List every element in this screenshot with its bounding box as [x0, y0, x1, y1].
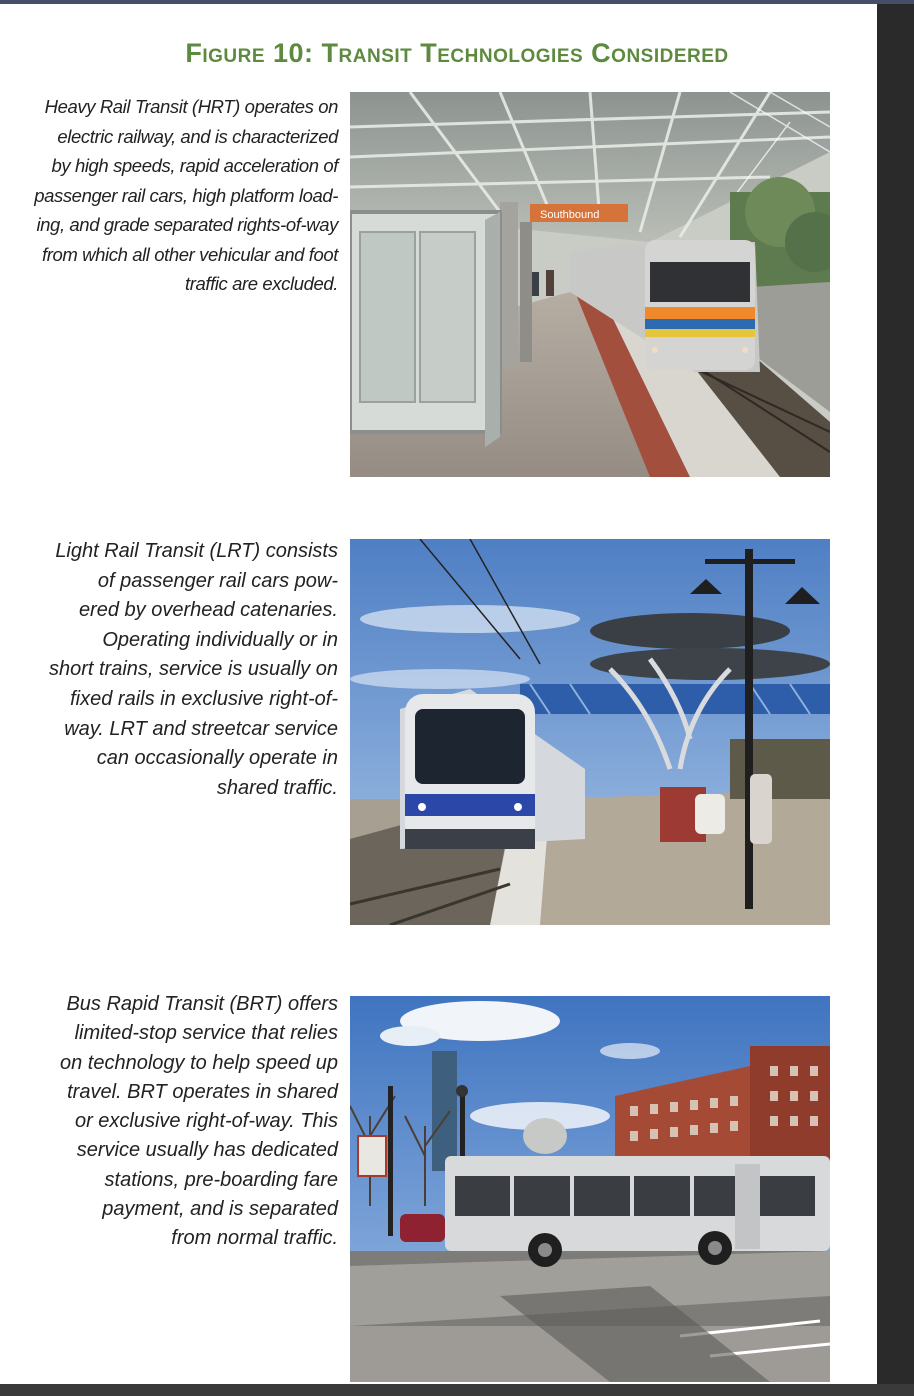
- figure-title: Figure 10: Transit Technologies Considered: [185, 38, 729, 68]
- lrt-caption: [8, 537, 338, 803]
- caption-line: of passenger rail cars pow-: [97, 569, 338, 592]
- caption-line: ered by overhead catenaries.: [78, 599, 338, 622]
- brt-caption: [8, 990, 338, 1254]
- caption-line: stations, pre-boarding fare: [104, 1168, 338, 1191]
- viewer-bottom-gutter: [0, 1384, 914, 1396]
- caption-line: short trains, service is usually on: [48, 658, 338, 681]
- caption-line: or exclusive right-of-way. This: [74, 1110, 338, 1133]
- caption-line: Light Rail Transit (LRT) consists: [55, 540, 338, 562]
- hrt-caption: [8, 92, 338, 299]
- caption-line: payment, and is separated: [102, 1198, 338, 1221]
- caption-line: Operating individually or in: [102, 628, 338, 651]
- caption-line: passenger rail cars, high platform load-: [34, 184, 338, 206]
- caption-line: way. LRT and streetcar service: [64, 717, 338, 740]
- bus-rapid-transit-photo: [350, 996, 830, 1382]
- caption-line: from which all other vehicular and foot: [42, 243, 338, 265]
- caption-line: on technology to help speed up: [60, 1051, 338, 1074]
- caption-line: can occasionally operate in: [96, 747, 338, 770]
- caption-line: Heavy Rail Transit (HRT) operates on: [44, 96, 338, 117]
- platform-sign-text: Southbound: [540, 209, 600, 221]
- viewer-right-gutter: [877, 4, 914, 1396]
- caption-line: service usually has dedicated: [76, 1139, 338, 1162]
- caption-line: from normal traffic.: [171, 1227, 338, 1250]
- light-rail-photo: [350, 539, 830, 925]
- caption-line: fixed rails in exclusive right-of-: [70, 687, 338, 710]
- caption-line: electric railway, and is characterized: [57, 125, 338, 147]
- caption-line: traffic are excluded.: [184, 273, 338, 294]
- caption-line: limited-stop service that relies: [74, 1022, 338, 1045]
- caption-line: Bus Rapid Transit (BRT) offers: [66, 993, 338, 1015]
- caption-line: by high speeds, rapid acceleration of: [51, 155, 338, 176]
- caption-line: travel. BRT operates in shared: [67, 1080, 338, 1103]
- heavy-rail-photo: [350, 92, 830, 477]
- caption-line: ing, and grade separated rights-of-way: [36, 214, 338, 235]
- caption-line: shared traffic.: [216, 776, 338, 799]
